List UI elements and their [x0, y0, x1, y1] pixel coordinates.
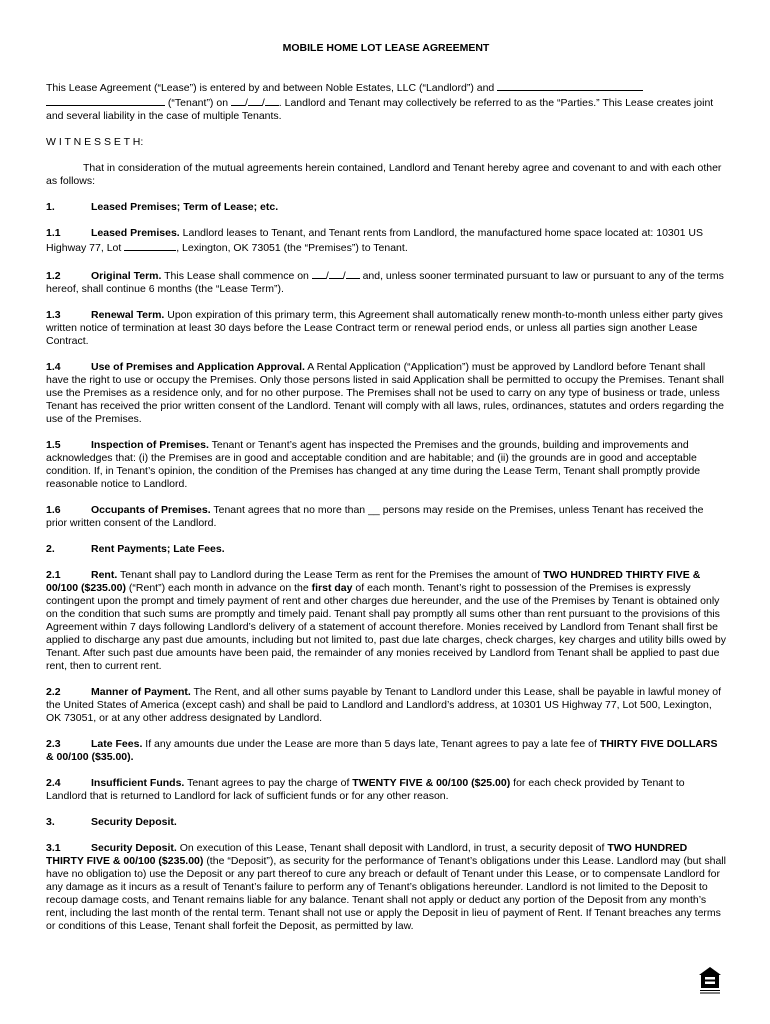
- clause-title: Late Fees.: [91, 738, 143, 750]
- intro-text: This Lease Agreement (“Lease”) is entered by and between Noble Estates, LLC (“Landlord”) and: [46, 82, 495, 94]
- lot-number-blank: [124, 240, 176, 251]
- clause-text-b: (“Rent”) each month in advance on the: [128, 582, 309, 594]
- section-2-heading: [46, 543, 726, 556]
- section-number: 2.: [46, 543, 55, 555]
- start-year-blank: [346, 268, 360, 279]
- clause-text: This Lease shall commence on: [164, 270, 309, 282]
- clause-1-5: [46, 439, 726, 491]
- consideration-paragraph: That in consideration of the mutual agreements herein contained, Landlord and Tenant hereby agree and covenant to and with each other as follows:: [46, 162, 722, 187]
- clause-text-b: (the “Deposit”), as security for the performance of Tenant’s obligations under this Lease. Landlord may (but shall have no obligation to) use the Deposit or any part thereof to cure any breach or default of Tenant under this Lease, or to compensate Landlord for any damage as it incurs as a result of Tenant’s failure to perform any of Tenant’s obligations hereunder. Landlord is not limited to the Deposit to recoup damage costs, and Tenant remains liable for any balance. Tenant shall not apply or deduct any portion of the Deposit from any month’s rent, including the last month of the rental term. Tenant shall not use or apply the Deposit in lieu of payment of Rent. If Tenant breaches any terms or conditions of this Lease, Tenant shall forfeit the Deposit, as permitted by law.: [46, 855, 726, 932]
- clause-number: 1.4: [46, 361, 61, 373]
- deposit-amount: TWO HUNDRED THIRTY FIVE & 00/100 ($235.00): [46, 842, 688, 867]
- date-month-blank: [231, 95, 245, 106]
- date-separator: /: [244, 97, 248, 109]
- clause-title: Rent.: [91, 569, 118, 581]
- document-title: MOBILE HOME LOT LEASE AGREEMENT: [282, 42, 490, 54]
- clause-number: 1.3: [46, 309, 61, 321]
- clause-text: Upon expiration of this primary term, this Agreement shall automatically renew month-to-month unless either party gives written notice of termination at least 30 days before the Lease Contract term or renewal period ends, or unless all parties sign another Lease Contract.: [46, 309, 723, 347]
- date-year-blank: [265, 95, 279, 106]
- intro-paragraph: [46, 80, 726, 123]
- clause-title: Inspection of Premises.: [91, 439, 209, 451]
- clause-1-6: [46, 504, 726, 530]
- tenant-name-blank: [497, 80, 643, 91]
- clause-2-2: [46, 686, 726, 725]
- clause-number: 3.1: [46, 842, 61, 854]
- clause-2-1: [46, 569, 726, 673]
- clause-text-b: , Lexington, OK 73051 (the “Premises”) to Tenant.: [176, 242, 408, 254]
- date-day-blank: [248, 95, 262, 106]
- section-number: 1.: [46, 201, 55, 213]
- clause-title: Security Deposit.: [91, 842, 177, 854]
- late-fee-amount: THIRTY FIVE DOLLARS & 00/100 ($35.00).: [46, 738, 718, 763]
- section-title: Security Deposit.: [91, 816, 177, 828]
- clause-title: Manner of Payment.: [91, 686, 191, 698]
- section-title: Leased Premises; Term of Lease; etc.: [91, 201, 279, 213]
- clause-1-4: [46, 361, 726, 426]
- clause-number: 1.5: [46, 439, 61, 451]
- clause-text: Landlord leases to Tenant, and Tenant rents from Landlord, the manufactured home space located at: 10301 US Highway 77, Lot: [46, 227, 703, 254]
- clause-text-b: persons may reside on the Premises, unless Tenant has received the prior written consent of the Landlord.: [46, 504, 704, 529]
- section-number: 3.: [46, 816, 55, 828]
- clause-number: 1.1: [46, 227, 61, 239]
- clause-text-b: and, unless sooner terminated pursuant to law or pursuant to any of the terms hereof, shall continue 6 months (the “Lease Term”).: [46, 270, 724, 295]
- rent-amount: TWO HUNDRED THIRTY FIVE & 00/100 ($235.00): [46, 569, 701, 594]
- date-separator: /: [261, 97, 265, 109]
- section-title: Rent Payments; Late Fees.: [91, 543, 225, 555]
- clause-1-1: [46, 227, 726, 255]
- clause-title: Use of Premises and Application Approval.: [91, 361, 305, 373]
- clause-2-4: [46, 777, 726, 803]
- intro-text-e: . Landlord and Tenant may collectively be referred to as the “Parties.” This Lease creates joint and several liability in the case of multiple Tenants.: [46, 97, 714, 122]
- lease-document: [46, 42, 726, 946]
- clause-title: Occupants of Premises.: [91, 504, 211, 516]
- date-separator: /: [325, 270, 329, 282]
- clause-title: Insufficient Funds.: [91, 777, 185, 789]
- rent-due-day: first day: [311, 582, 353, 594]
- intro-text-b: (“Tenant”) on: [167, 97, 229, 109]
- section-1-heading: [46, 201, 726, 214]
- clause-text: A Rental Application (“Application”) must be approved by Landlord before Tenant shall have the right to use or occupy the Premises. Only those persons listed in said Application shall be permitted to occupy the Premises. Tenant shall use the Premises as a residence only, and for no other purpose. The Premises shall not be used to carry on any type of business or trade, unless Tenant has received the prior written consent of the Landlord. Tenant will comply with all laws, rules, ordinances, statutes and orders regarding the use of the Premises.: [46, 361, 725, 425]
- clause-text-c: of each month. Tenant’s right to possession of the Premises is expressly contingent upon the prompt and timely payment of rent and other charges due hereunder, and the use of the Premises by Tenant is obtained only on the condition that such sums are promptly and timely paid. Tenant shall pay promptly all sums other than rent pursuant to the provisions of this Agreement within 7 days following Landlord’s delivery of a statement of account therefore. Monies received by Landlord from Tenant shall first be applied to discharge any past due amounts, including but not limited to, past due late charges, check charges, key charges and utility bills owed by Tenant. After such past due amounts have been paid, the remainder of any monies received by Landlord from Tenant shall be applied to past due rent, then to current rent.: [46, 582, 726, 672]
- clause-text: Tenant shall pay to Landlord during the Lease Term as rent for the Premises the amount of: [119, 569, 541, 581]
- clause-number: 2.1: [46, 569, 61, 581]
- tenant-name-blank-2: [46, 95, 165, 106]
- clause-1-3: [46, 309, 726, 348]
- clause-number: 2.4: [46, 777, 61, 789]
- clause-3-1: [46, 842, 726, 933]
- equal-housing-opportunity-icon: [698, 966, 722, 996]
- clause-text: Tenant or Tenant’s agent has inspected the Premises and the grounds, building and improvements and acknowledges that: (i) the Premises are in good and acceptable condition and are habitable; and (ii) the grounds are in good and acceptable condition. If, in Tenant’s opinion, the condition of the Premises has changed at any time during the Lease Term, Tenant shall promptly provide reasonable notice to Landlord.: [46, 439, 701, 490]
- clause-number: 1.2: [46, 270, 61, 282]
- clause-text: If any amounts due under the Lease are more than 5 days late, Tenant agrees to pay a late fee of: [145, 738, 597, 750]
- clause-text: Tenant agrees to pay the charge of: [187, 777, 350, 789]
- clause-number: 2.3: [46, 738, 61, 750]
- start-day-blank: [329, 268, 343, 279]
- start-month-blank: [312, 268, 326, 279]
- clause-title: Renewal Term.: [91, 309, 165, 321]
- clause-text: Tenant agrees that no more than: [213, 504, 366, 516]
- clause-title: Leased Premises.: [91, 227, 180, 239]
- clause-text-b: for each check provided by Tenant to Landlord that is returned to Landlord for lack of sufficient funds or for any other reason.: [46, 777, 685, 802]
- nsf-fee-amount: TWENTY FIVE & 00/100 ($25.00): [352, 777, 511, 789]
- witnesseth-heading: W I T N E S S E T H:: [46, 136, 144, 148]
- clause-number: 1.6: [46, 504, 61, 516]
- section-3-heading: [46, 816, 726, 829]
- clause-1-2: [46, 268, 726, 296]
- clause-2-3: [46, 738, 726, 764]
- clause-text: On execution of this Lease, Tenant shall deposit with Landlord, in trust, a security deposit of: [179, 842, 605, 854]
- clause-title: Original Term.: [91, 270, 162, 282]
- occupant-count-blank: __: [368, 504, 380, 516]
- clause-text: The Rent, and all other sums payable by Tenant to Landlord under this Lease, shall be payable in lawful money of the United States of America (except cash) and shall be paid to Landlord and Landlord’s address, at 10301 US Highway 77, Lot 500, Lexington, OK 73051, or at any other address designated by Landlord.: [46, 686, 721, 724]
- clause-number: 2.2: [46, 686, 61, 698]
- date-separator: /: [342, 270, 346, 282]
